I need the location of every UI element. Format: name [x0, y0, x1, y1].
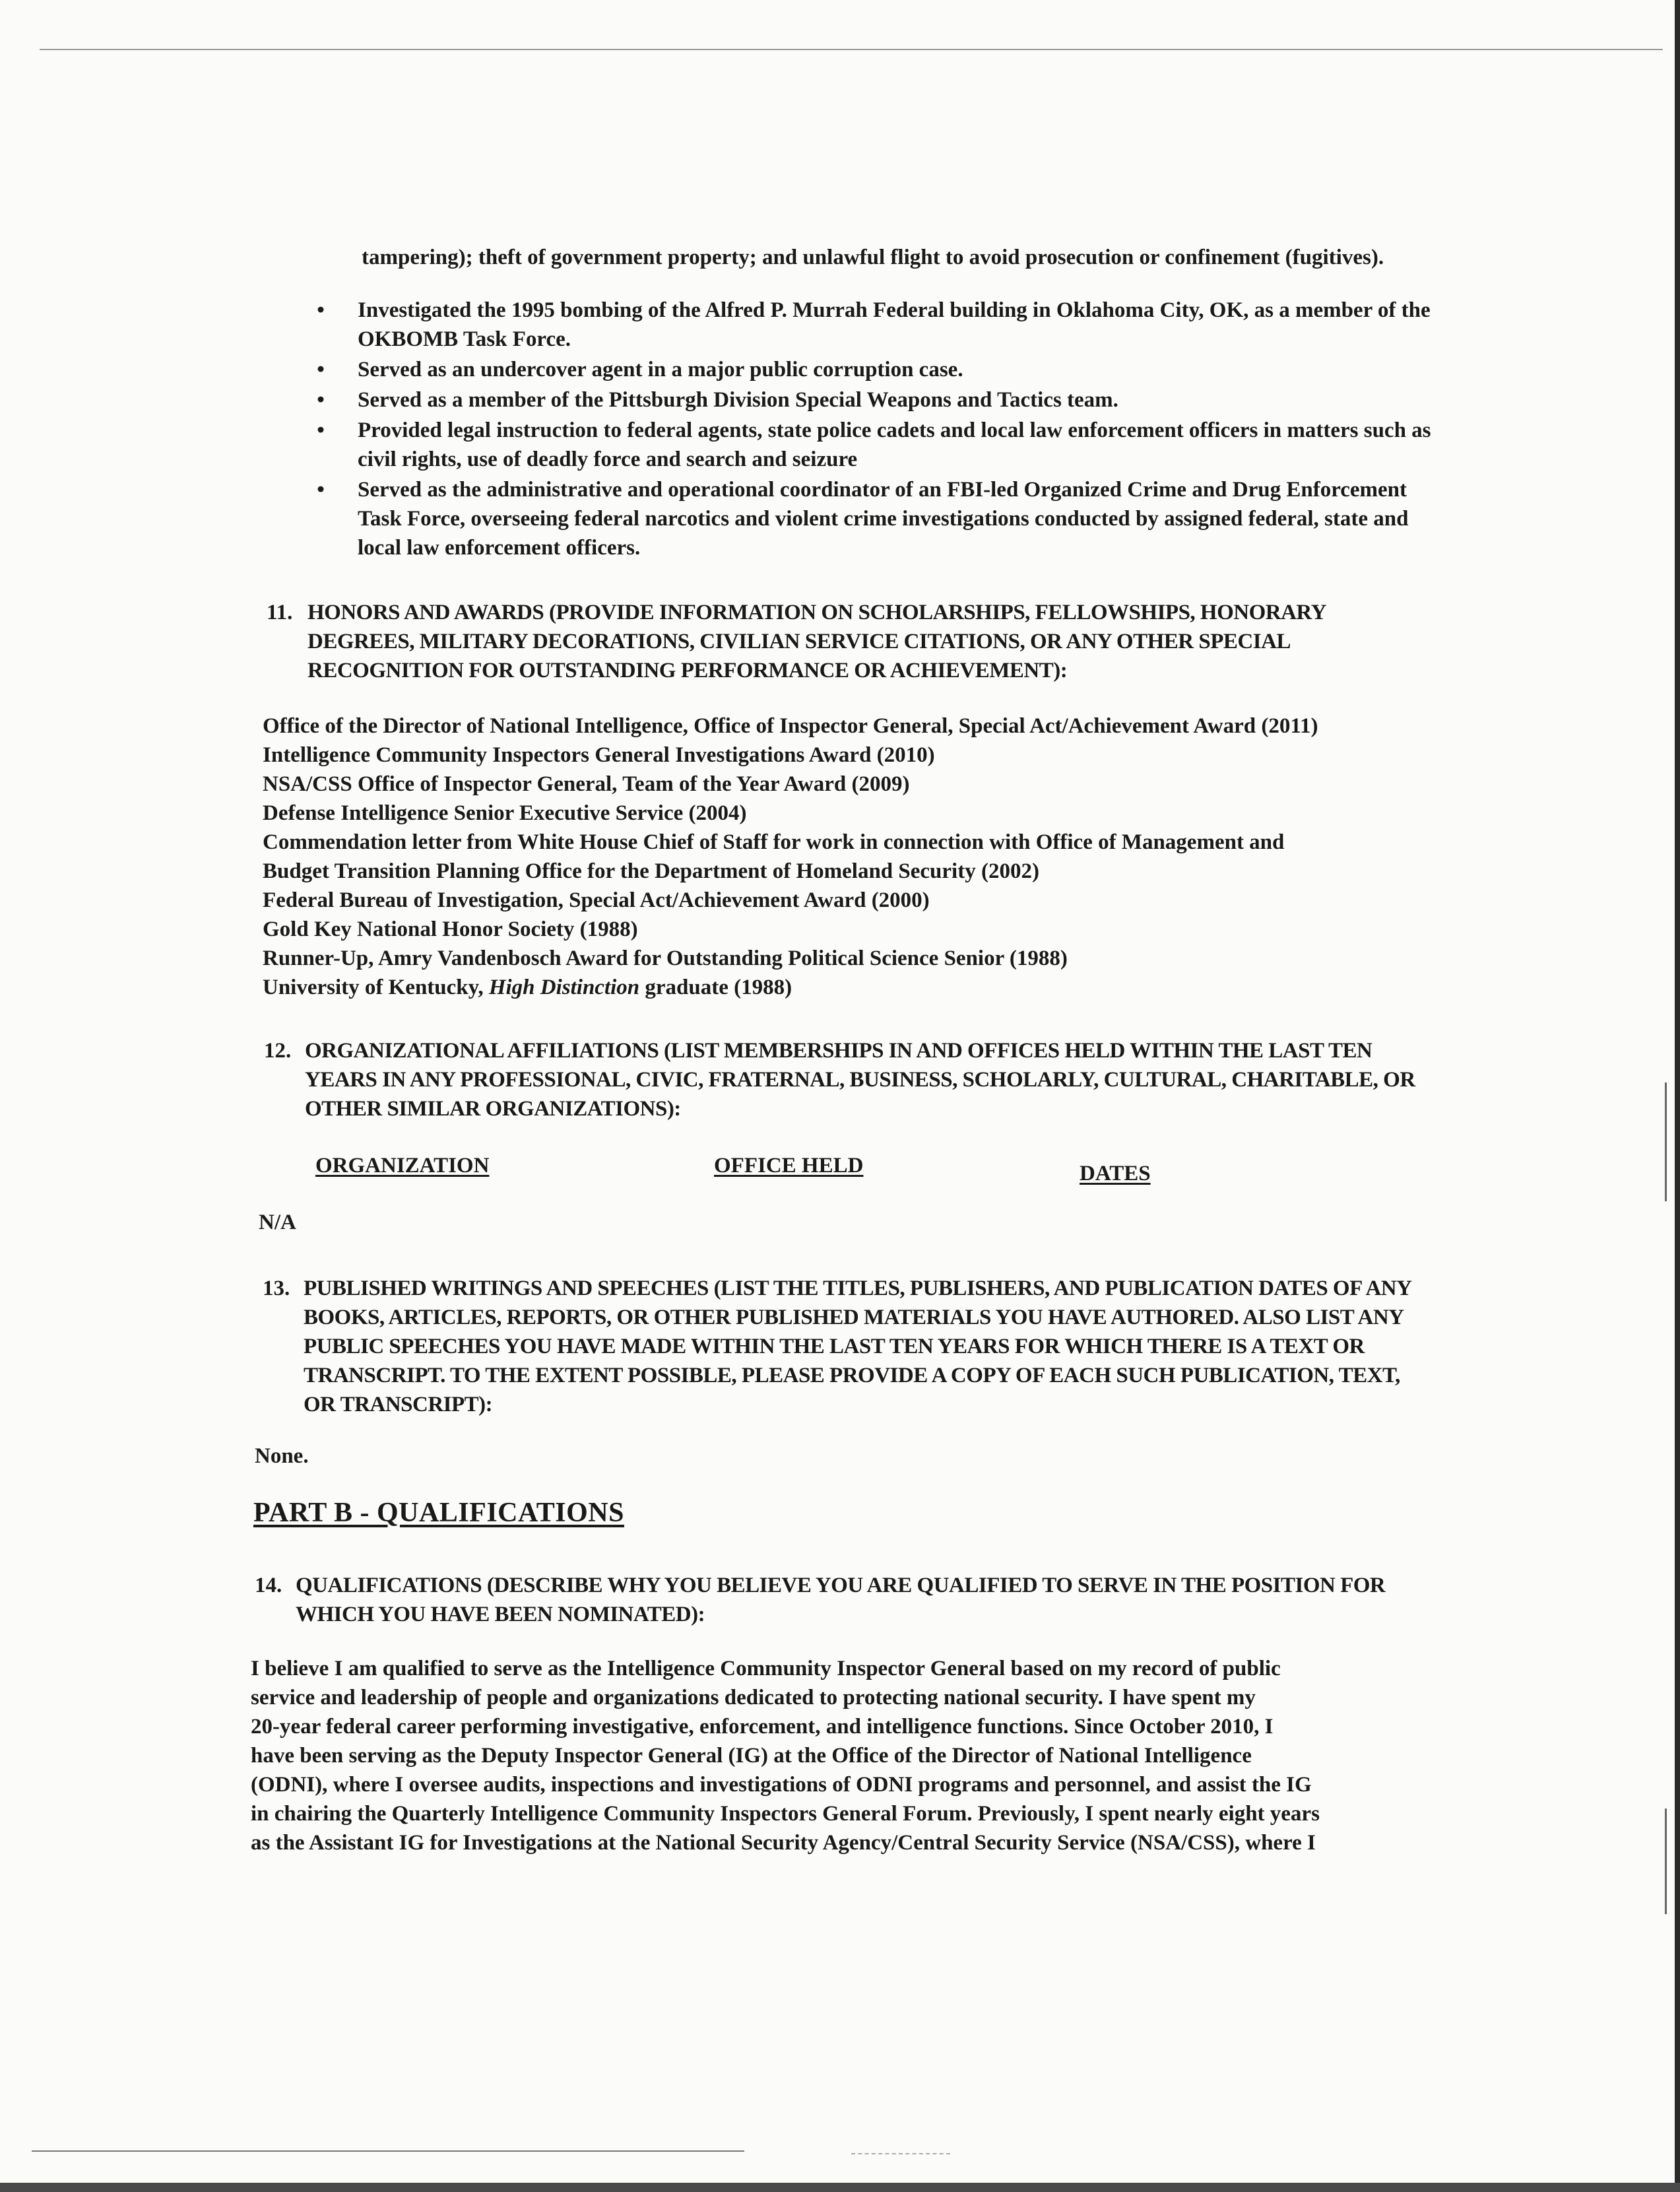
award-item: Commendation letter from White House Chief of Staff for work in connection with Office of Management and	[263, 830, 1285, 854]
text-line: service and leadership of people and organizations dedicated to protecting national security. I have spent my	[251, 1686, 1256, 1710]
column-header-organization: ORGANIZATION	[315, 1154, 490, 1178]
part-b-heading: PART B - QUALIFICATIONS	[253, 1498, 624, 1528]
list-item: • Served as an undercover agent in a major public corruption case.	[314, 355, 1436, 384]
scan-line-bottom	[32, 2150, 744, 2152]
scan-edge-right	[1675, 0, 1680, 2192]
list-item: • Provided legal instruction to federal agents, state police cadets and local law enforcement officers in matters such as civil rights, use of deadly force and search and seizure	[314, 416, 1436, 474]
bullet-icon: •	[317, 478, 325, 502]
column-header-dates: DATES	[1080, 1162, 1151, 1185]
bullet-icon: •	[317, 418, 325, 442]
bullet-icon: •	[317, 388, 325, 412]
question-number: 13.	[263, 1277, 290, 1300]
list-item: • Served as a member of the Pittsburgh Division Special Weapons and Tactics team.	[314, 385, 1436, 415]
award-item: NSA/CSS Office of Inspector General, Team of the Year Award (2009)	[263, 772, 910, 796]
award-item: University of Kentucky, High Distinction graduate (1988)	[263, 976, 792, 999]
scan-mark-right	[1665, 1082, 1667, 1201]
question-13	[263, 1274, 1437, 1419]
bullet-list	[314, 296, 1436, 564]
question-heading: PUBLISHED WRITINGS AND SPEECHES (LIST THE TITLES, PUBLISHERS, AND PUBLICATION DATES OF ANY BOOKS, ARTICLES, REPORTS, OR OTHER PUBLISHED MATERIALS YOU HAVE AUTHORED. ALSO LIST ANY PUBLIC SPEECHES YOU HAVE MADE WITHIN THE LAST TEN YEARS FOR WHICH THERE IS A TEXT OR TRANSCRIPT. TO THE EXTENT POSSIBLE, PLEASE PROVIDE A COPY OF EACH SUCH PUBLICATION, TEXT, OR TRANSCRIPT):	[304, 1277, 1411, 1416]
list-item: • Investigated the 1995 bombing of the Alfred P. Murrah Federal building in Oklahoma City, OK, as a member of the OKBOMB Task Force.	[314, 296, 1436, 354]
question-heading: ORGANIZATIONAL AFFILIATIONS (LIST MEMBERSHIPS IN AND OFFICES HELD WITHIN THE LAST TEN YEARS IN ANY PROFESSIONAL, CIVIC, FRATERNAL, BUSINESS, SCHOLARLY, CULTURAL, CHARITABLE, OR OTHER SIMILAR ORGANIZATIONS):	[305, 1039, 1415, 1121]
question-14	[255, 1571, 1416, 1629]
scan-edge-bottom	[0, 2183, 1680, 2192]
scan-line-bottom-dashed	[851, 2153, 950, 2154]
publications-answer: None.	[255, 1444, 309, 1468]
text-line: I believe I am qualified to serve as the Intelligence Community Inspector General based on my record of public	[251, 1657, 1281, 1680]
text-line: (ODNI), where I oversee audits, inspections and investigations of ODNI programs and personnel, and assist the IG	[251, 1773, 1312, 1797]
text-line: as the Assistant IG for Investigations at the National Security Agency/Central Security Service (NSA/CSS), where I	[251, 1831, 1316, 1855]
affiliation-columns	[315, 1151, 1305, 1184]
question-number: 12.	[264, 1039, 292, 1063]
continuation-text: tampering); theft of government property; and unlawful flight to avoid prosecution or confinement (fugitives).	[362, 246, 1384, 269]
award-item: Defense Intelligence Senior Executive Service (2004)	[263, 801, 747, 825]
bullet-icon: •	[317, 298, 325, 322]
list-item: • Served as the administrative and operational coordinator of an FBI-led Organized Crime and Drug Enforcement Task Force, overseeing federal narcotics and violent crime investigations conducted by assigned federal, state and local law enforcement officers.	[314, 475, 1436, 562]
column-header-office-held: OFFICE HELD	[714, 1154, 864, 1178]
award-item: Budget Transition Planning Office for the Department of Homeland Security (2002)	[263, 859, 1039, 883]
bullet-icon: •	[317, 358, 325, 382]
affiliations-answer: N/A	[259, 1211, 296, 1234]
award-item: Gold Key National Honor Society (1988)	[263, 917, 638, 941]
question-11	[267, 598, 1421, 685]
question-heading: HONORS AND AWARDS (PROVIDE INFORMATION ON SCHOLARSHIPS, FELLOWSHIPS, HONORARY DEGREES, MILITARY DECORATIONS, CIVILIAN SERVICE CITATIONS, OR ANY OTHER SPECIAL RECOGNITION FOR OUTSTANDING PERFORMANCE OR ACHIEVEMENT):	[307, 601, 1326, 682]
text-line: 20-year federal career performing investigative, enforcement, and intelligence functions. Since October 2010, I	[251, 1715, 1274, 1739]
question-12	[264, 1036, 1419, 1123]
award-item: Runner-Up, Amry Vandenbosch Award for Outstanding Political Science Senior (1988)	[263, 947, 1068, 970]
qualifications-text	[251, 1654, 1425, 1857]
scan-mark-right	[1665, 1809, 1667, 1914]
question-heading: QUALIFICATIONS (DESCRIBE WHY YOU BELIEVE YOU ARE QUALIFIED TO SERVE IN THE POSITION FOR WHICH YOU HAVE BEEN NOMINATED):	[296, 1574, 1386, 1626]
question-number: 14.	[255, 1574, 282, 1597]
scan-edge-top	[40, 49, 1663, 50]
awards-list	[263, 712, 1490, 1002]
text-line: have been serving as the Deputy Inspector General (IG) at the Office of the Director of National Intelligence	[251, 1744, 1252, 1768]
text-line: in chairing the Quarterly Intelligence Community Inspectors General Forum. Previously, I spent nearly eight years	[251, 1802, 1320, 1826]
question-number: 11.	[267, 601, 293, 624]
award-item: Office of the Director of National Intelligence, Office of Inspector General, Special Act/Achievement Award (2011)	[263, 714, 1318, 738]
award-item: Federal Bureau of Investigation, Special Act/Achievement Award (2000)	[263, 888, 930, 912]
award-item: Intelligence Community Inspectors General Investigations Award (2010)	[263, 743, 935, 767]
